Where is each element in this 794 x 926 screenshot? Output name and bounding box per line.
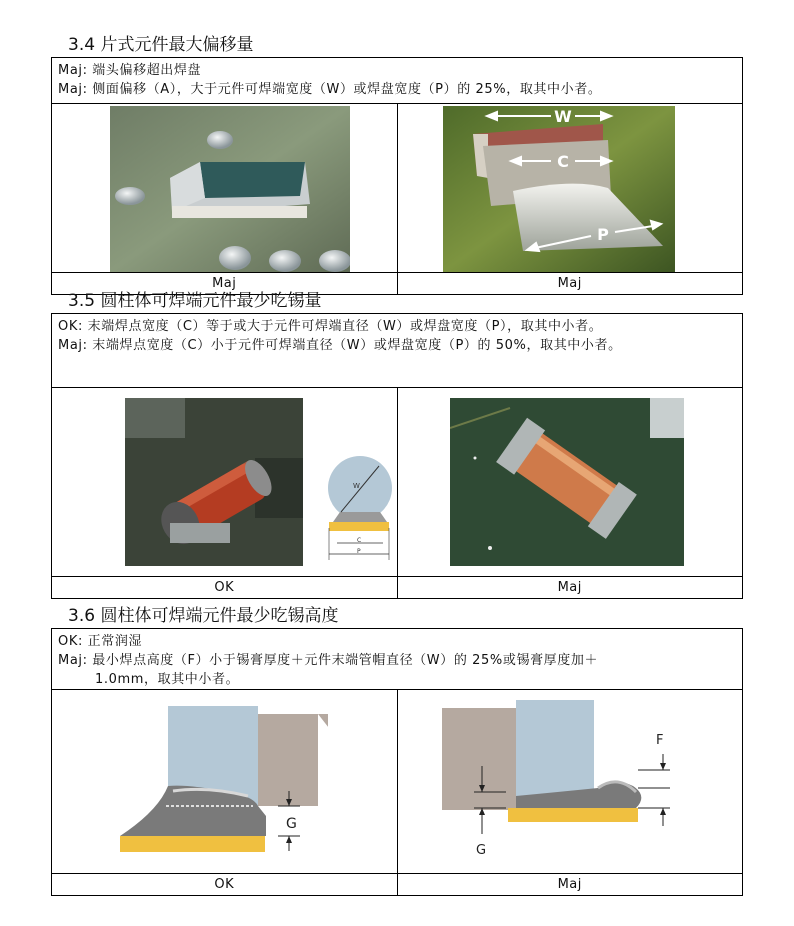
section-heading-3-5: 3.5 圆柱体可焊端元件最少吃锡量	[68, 291, 322, 311]
criteria-text	[52, 629, 742, 690]
melf-cross-section-diagram	[327, 428, 397, 568]
criteria-line: Maj: 末端焊点宽度（C）小于元件可焊端直径（W）或焊盘宽度（P）的 50%，取其中小者。	[58, 338, 622, 353]
criteria-line: Maj: 最小焊点高度（F）小于锡膏厚度＋元件末端管帽直径（W）的 25%或锡膏厚度加＋	[58, 653, 599, 668]
melf-maj-photo	[450, 398, 684, 566]
criteria-line: OK: 末端焊点宽度（C）等于或大于元件可焊端直径（W）或焊盘宽度（P），取其中小者。	[58, 319, 603, 334]
criteria-text	[52, 58, 742, 104]
label-c: C	[556, 152, 569, 171]
label-p: P	[596, 225, 609, 244]
diagram-cell	[52, 690, 397, 873]
criteria-line: Maj: 侧面偏移（A），大于元件可焊端宽度（W）或焊盘宽度（P）的 25%，取其中小者。	[58, 82, 602, 97]
caption: Maj	[397, 577, 743, 598]
table-3-6	[51, 628, 743, 896]
chip-offset-photo	[110, 106, 350, 272]
label-w: W	[353, 482, 360, 490]
label-c: C	[357, 537, 362, 544]
label-w: W	[553, 107, 572, 126]
solder-height-maj-diagram	[438, 696, 698, 866]
criteria-line: 1.0mm，取其中小者。	[95, 672, 240, 687]
criteria-text	[52, 314, 742, 388]
chip-dimension-photo	[443, 106, 675, 272]
diagram-cell	[397, 104, 743, 272]
label-f: F	[655, 733, 663, 748]
caption: OK	[214, 877, 235, 892]
caption: Maj	[212, 276, 237, 291]
photo-cell	[52, 388, 397, 576]
table-3-5	[51, 313, 743, 599]
label-p: P	[357, 548, 361, 555]
photo-cell	[397, 388, 743, 576]
criteria-line: OK: 正常润湿	[58, 634, 143, 649]
criteria-line: Maj: 端头偏移超出焊盘	[58, 63, 202, 78]
diagram-cell	[397, 690, 743, 873]
section-heading-3-6: 3.6 圆柱体可焊端元件最少吃锡高度	[68, 606, 339, 626]
caption: Maj	[397, 874, 743, 895]
melf-ok-photo	[125, 398, 303, 566]
photo-cell	[52, 104, 397, 272]
solder-height-ok-diagram	[118, 696, 358, 866]
caption: Maj	[397, 273, 743, 294]
caption: OK	[214, 580, 235, 595]
section-heading-3-4: 3.4 片式元件最大偏移量	[68, 35, 254, 55]
label-g: G	[286, 816, 297, 832]
table-3-4	[51, 57, 743, 295]
label-g: G	[475, 843, 486, 858]
